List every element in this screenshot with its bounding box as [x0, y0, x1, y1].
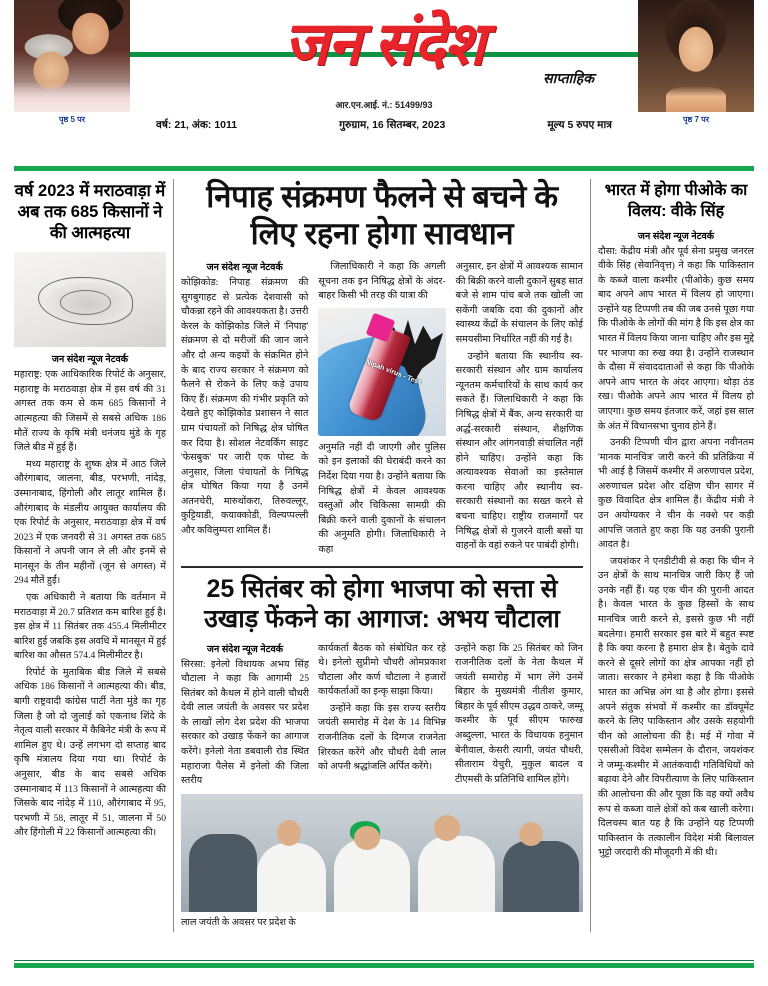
bottom-caption-col-2	[318, 916, 446, 933]
bottom-story-paragraph: उन्होंने कहा कि 25 सितंबर को जिन राजनीतिक दलों के नेता कैथल में जयंती समारोह में भाग लेंगे उनमें बिहार के मुख्यमंत्री नीतीश कुमार, बिहार के पूर्व सीएम उद्धव ठाकरे, जम्मू कश्मीर के पूर्व सीएम फारुख अब्दुल्ला, भारत के विधायक हनुमान बेनीवाल, केसरी त्यागी, जयंत चौधरी, सीताराम येचुरी, मुकुल बादल व टीएमसी के प्रतिनिधि शामिल होंगे।	[455, 642, 583, 785]
left-story-byline: जन संदेश न्यूज नेटवर्क	[51, 354, 129, 366]
left-story-paragraph: एक अधिकारी ने बताया कि वर्तमान में मराठवाड़ा में 20.7 प्रतिशत कम बारिश हुई है। इस क्षेत्र में 11 सितंबर तक 455.4 मिलीमीटर बारिश हुई जबकि इस अवधि में मानसून में हुई बारिश का औसत 574.4 मिलीमीटर है।	[14, 592, 166, 662]
left-story	[14, 179, 174, 932]
right-story	[590, 179, 754, 932]
main-story-paragraph: कोझिकोड: निपाह संक्रमण की सुगबुगाहट से प्रत्येक देशवासी को चौकन्ना रहने की आवश्यकता है। उत्तरी केरल के कोझिकोड जिले में 'निपाह' संक्रमण से दो मरीजों की जान जाने और दो अन्य कइयों के संक्रमित होने के बाद राज्य सरकार ने संक्रमण को फैलने से रोकने के लिए कड़े उपाय किए हैं। संक्रमण की गंभीर प्रकृति को देखते हुए कोझिकोड प्रशासन ने सात ग्राम पंचायतों को निषिद्ध क्षेत्र घोषित कर दिया है। सोशल नेटवर्किंग साइट 'फेसबुक' पर जारी एक पोस्ट के अनुसार, जिला पंचायतों के निषिद्ध क्षेत्र घोषित किया गया है उनमें अतनचेरी, मारुथोंकरा, तिरुवल्लूर, कुट्टियाडी, कयाक्कोडी, विल्यप्पल्ली और कविलुम्परा शामिल हैं।	[181, 277, 309, 536]
main-story-col-1	[181, 260, 308, 559]
masthead-right-photo-block	[638, 0, 754, 125]
right-story-byline: जन संदेश न्यूज नेटवर्क	[637, 230, 715, 242]
main-story-col-2	[318, 260, 445, 559]
main-story-paragraph: जिलाधिकारी ने कहा कि अगली सूचना तक इन निषिद्ध क्षेत्रों के अंदर-बाहर किसी भी तरह की यात्रा की	[318, 261, 446, 302]
bottom-story-byline: जन संदेश न्यूज नेटवर्क	[206, 643, 284, 655]
crowd-figure	[503, 841, 579, 912]
crowd-figure	[189, 834, 257, 912]
bottom-story-photo-rally	[181, 794, 583, 912]
bottom-caption-col-3	[455, 916, 583, 933]
footer-thin-rule	[14, 960, 754, 962]
left-story-paragraph: महाराष्ट्र: एक आधिकारिक रिपोर्ट के अनुसार, महाराष्ट्र के मराठवाड़ा क्षेत्र में इस वर्ष की 31 अगस्त तक कम से कम 685 किसानों ने आत्महत्या की जिसमें से सबसे अधिक 186 मौतें राज्य के कृषि मंत्री धनंजय मुंडे के गृह जिले बीड में हुई हैं।	[14, 369, 166, 454]
bottom-story-paragraph: उन्होंने कहा कि इस राज्य स्तरीय जयंती समारोह में देश के 14 विभिन्न राजनीतिक दलों के दिग्गज राजनेता शिरकत करेंगे और चौधरी देवी लाल को अपनी श्रद्धांजलि अर्पित करेंगे।	[318, 702, 446, 773]
main-story-paragraph: अनुमति नहीं दी जाएगी और पुलिस को इन इलाकों की घेराबंदी करने का निर्देश दिया गया है। उन्होंने बताया कि निषिद्ध क्षेत्रों में केवल आवश्यक वस्तुओं और चिकित्सा सामग्री की बिक्री करने वाली दुकानों के संचालन की अनुमति होगी। जिलाधिकारी ने कहा	[318, 441, 446, 555]
main-story-photo-nipah	[318, 308, 445, 436]
politician-figure	[418, 836, 494, 912]
page-content	[0, 171, 768, 932]
rni-number: आर.एन.आई. नं.: 51499/93	[335, 100, 433, 110]
portrait-politicians-image	[14, 0, 130, 112]
bottom-story-paragraph: कार्यकर्ता बैठक को संबोधित कर रहे थे। इनेलो सुप्रीमो चौधरी ओमप्रकाश चौटाला और कर्ण चौटाला ने हजारों कार्यकर्ताओं का इन्कृ साझा किया।	[318, 642, 446, 698]
masthead-left-photo-caption: पृष्ठ 5 पर	[59, 115, 85, 124]
masthead-left-photo-block	[14, 0, 130, 125]
bottom-story-paragraph: सिरसा: इनेलो विधायक अभय सिंह चौटाला ने कहा कि आगामी 25 सितंबर को कैथल में होने वाली चौधरी देवी लाल जयंती के अवसर पर प्रदेश के लाखों लोग देश प्रदेश की भाजपा सरकार को उखाड़ फेंकने का आगाज करेंगे। इनेलो नेता डबवाली रोड स्थित महाराजा पैलेस में इनेलो की जिला स्तरीय	[181, 658, 309, 787]
issue-place-date: गुरुग्राम, 16 सितम्बर, 2023	[339, 119, 446, 131]
politician-figure	[334, 839, 410, 912]
main-story-col-3	[456, 260, 583, 559]
footer-rule	[14, 963, 754, 968]
center-divider	[181, 566, 583, 568]
main-story-headline: निपाह संक्रमण फैलने से बचने के लिए रहना होगा सावधान	[206, 179, 558, 251]
issue-price: मूल्य 5 रुपए मात्र	[547, 119, 612, 131]
bottom-caption-col-1	[181, 916, 309, 933]
main-story	[181, 179, 583, 560]
bottom-story-col-3	[455, 642, 583, 791]
bottom-story-caption: लाल जयंती के अवसर पर प्रदेश के	[181, 916, 296, 928]
right-story-headline: भारत में होगा पीओके का विलय: वीके सिंह	[604, 182, 748, 220]
bottom-story-col-2	[318, 642, 446, 791]
tube-label-text: Nipah virus - Test	[364, 359, 422, 387]
masthead-right-photo	[638, 0, 754, 112]
right-story-paragraph: उनकी टिप्पणी चीन द्वारा अपना नवीनतम 'मानक मानचित्र' जारी करने की प्रतिक्रिया में भी आई है जिसमें कश्मीर में अरुणाचल प्रदेश, अरुणाचल प्रदेश और दक्षिण चीन सागर में कुछ विवादित क्षेत्र शामिल हैं। केंद्रीय मंत्री ने उन अयोग्यकर ने चीन के नक्शे पर कड़ी आपत्ति जताते हुए कहा कि यह उनकी पुरानी आदत है।	[598, 437, 754, 551]
masthead-title-block	[130, 0, 638, 132]
left-story-paragraph: मध्य महाराष्ट्र के शुष्क क्षेत्र में आठ जिले औरंगाबाद, जालना, बीड, परभणी, नांदेड़, उस्मानाबाद, हिंगोली और लातूर शामिल हैं। औरंगाबाद के मंडलीय आयुक्त कार्यालय की एक रिपोर्ट के अनुसार, मराठवाड़ा क्षेत्र में वर्ष 2023 में एक जनवरी से 31 अगस्त तक 685 किसानों ने अपनी जान ले ली और इनमें से मानसून के तीन महीनों (जून से अगस्त) में 294 मौतें हुईं।	[14, 458, 166, 587]
left-story-photo	[14, 252, 166, 347]
masthead-left-photo	[14, 0, 130, 112]
person-head	[434, 815, 460, 841]
politician-figure	[257, 843, 325, 911]
right-story-paragraph: जयशंकर ने एनडीटीवी से कहा कि चीन ने उन क्षेत्रों के साथ मानचित्र जारी किए हैं जो उनके नहीं हैं। यह एक चीन की पुरानी आदत है। केवल भारत के कुछ हिस्सों के साथ मानचित्र जारी करने से, इससे कुछ भी नहीं बदलेगा। हमारी सरकार इस बारे में बहुत स्पष्ट है कि क्या करना है हमारा क्षेत्र है। बेतुके दावे करने से दूसरे लोगों का क्षेत्र आपका नहीं हो जाता। सरकार ने हमेशा कहा है कि पीओके भारत का अभिन्न अंग था है और होगा। इससे अपने संतुक संभवों में कश्मीर का डॉक्यूमेंट करने के लिए पाकिस्तान और उसके सहयोगी चीन को आलोचना की है। मई में गोवा में एससीओ विदेश सम्मेलन के दौरान, जयशंकर ने जम्मू-कश्मीर में आतंकवादी गतिविधियों को बढ़ावा देने और विपरीत्याण के लिए पाकिस्तान की आलोचना की और पूछा कि वह क्यों अवैध रूप से कब्जा वाले क्षेत्रों को कब खाली करेगा। दिलचस्प बात यह है कि उन्होंने यह टिप्पणी पाकिस्तान के तत्कालीन विदेश मंत्री बिलावल भुट्टो जरदारी की मौजूदगी में की थी।	[598, 555, 754, 859]
right-story-paragraph: दौसा: केंद्रीय मंत्री और पूर्व सेना प्रमुख जनरल वीके सिंह (सेवानिवृत्त) ने कहा कि पाकिस्तान के कब्जे वाला कश्मीर (पीओके) कुछ समय बाद अपने आप भारत में विलय हो जाएगा। उन्होंने यह टिप्पणी तब की जब उनसे पूछा गया कि पीओके के लोगों की मांग है कि इस क्षेत्र का भारत में विलय किया जाना चाहिए और इस मुद्दे पर भाजपा का रुख क्या है। उन्होंने राजस्थान के दौसा में संवाददाताओं से कहा कि पीओके अपने आप भारत के अंदर आएगा। थोड़ा ठंड रख। पीओके अपने आप भारत में विलय हो जाएगा। कुछ समय इंतजार करें, जहां इस साल के अंत में विधानसभा चुनाव होने हैं।	[598, 245, 754, 432]
center-column	[174, 179, 590, 932]
main-story-paragraph: अनुसार, इन क्षेत्रों में आवश्यक सामान की बिक्री करने वाली दुकानें सुबह सात बजे से शाम पांच बजे तक खोली जा सकेंगी जबकि दवा की दुकानों और स्वास्थ्य केंद्रों के संचालन के लिए कोई समयसीमा निर्धारित नहीं की गई है।	[455, 261, 583, 346]
paper-subtitle: साप्ताहिक	[543, 72, 594, 87]
masthead-right-photo-caption: पृष्ठ 7 पर	[683, 115, 709, 124]
left-story-paragraph: रिपोर्ट के मुताबिक बीड जिले में सबसे अधिक 186 किसानों ने आत्महत्या की। बीड, बागी राष्ट्रवादी कांग्रेस पार्टी नेता मुंडे का गृह जिला है जो दो जुलाई को एकनाथ शिंदे के नेतृत्व वाली सरकार में कैबिनेट मंत्री के रूप में शामिल हुए थे। उन्हें लगभग दो सप्ताह बाद कृषि मंत्रालय दिया गया था। रिपोर्ट के अनुसार, बीड के बाद सबसे अधिक उस्मानाबाद में 113 किसानों ने आत्महत्या की जिसके बाद नांदेड़ में 110, औरंगाबाद में 95, परभणी में 58, लातूर में 51, जालना में 50 और हिंगोली में 22 किसानों आत्महत्या की।	[14, 666, 166, 839]
person-head	[277, 820, 301, 846]
person-head	[519, 822, 543, 846]
paper-title: जन संदेश	[283, 11, 485, 77]
main-story-paragraph: उन्होंने बताया कि स्थानीय स्व-सरकारी संस्थान और ग्राम कार्यालय न्यूनतम कर्मचारियों के साथ कार्य कर सकते हैं। जिलाधिकारी ने कहा कि निषिद्ध क्षेत्रों में बैंक, अन्य सरकारी या अर्द्ध-सरकारी संस्थान, शैक्षणिक संस्थान और आंगनवाड़ी संचालित नहीं होने चाहिए। उन्होंने कहा कि अत्यावश्यक सेवाओं का इस्तेमाल करना चाहिए और स्थानीय स्व-सरकारी संस्थानों का सख्त करने से बचना चाहिए। राष्ट्रीय राजमार्गों पर निषिद्ध क्षेत्रों से गुजरने वाली बसों या वाहनों के वहां रुकने पर पाबंदी होगी।	[455, 350, 583, 552]
masthead	[0, 0, 768, 160]
issue-line	[130, 118, 638, 132]
bottom-story-col-1	[181, 642, 309, 791]
bottom-story-headline: 25 सितंबर को होगा भाजपा को सत्ता से उखाड़ फेंकने का आगाज: अभय चौटाला	[204, 574, 560, 633]
portrait-actress-image	[638, 0, 754, 112]
bottom-story	[181, 574, 583, 933]
left-story-headline: वर्ष 2023 में मराठवाड़ा में अब तक 685 किसानों ने की आत्महत्या	[14, 182, 166, 243]
main-story-byline: जन संदेश न्यूज नेटवर्क	[206, 262, 283, 274]
issue-volume: वर्ष: 21, अंक: 1011	[156, 119, 238, 131]
